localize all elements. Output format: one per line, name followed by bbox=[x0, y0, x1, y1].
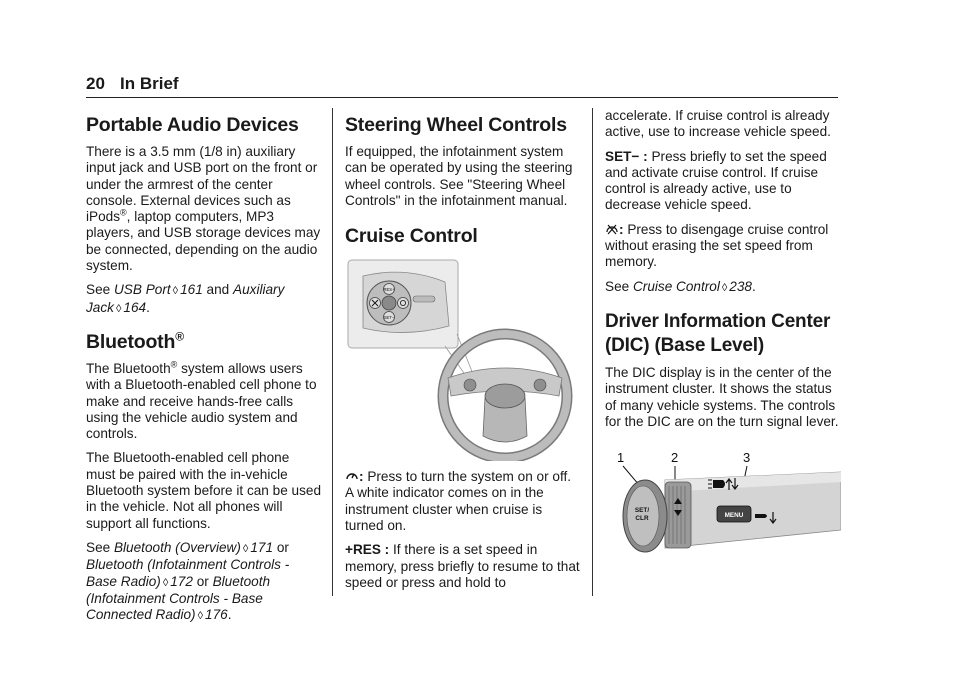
bluetooth-base-radio-page[interactable]: 172 bbox=[170, 573, 193, 589]
bluetooth-overview-page[interactable]: 171 bbox=[250, 539, 274, 555]
bluetooth-paragraph-1: The Bluetooth® system allows users with a Bluetooth-enabled cell phone to make and receive hands-free calls using the vehicle audio system and controls. bbox=[86, 359, 317, 442]
callout-1: 1 bbox=[617, 450, 625, 466]
cruise-set-description: SET− : Press briefly to set the speed and activate cruise control. If cruise control is already active, use to decrease vehicle speed. bbox=[605, 148, 827, 213]
turn-signal-lever-illustration bbox=[605, 446, 841, 566]
heading-dic: Driver Information Center (DIC) (Base Level) bbox=[605, 310, 831, 356]
page-ref-icon: ◊ bbox=[115, 302, 122, 315]
inset-accent-bar bbox=[413, 296, 435, 302]
res-button-label: RES+ bbox=[383, 287, 395, 293]
bluetooth-connected-radio-page[interactable]: 176 bbox=[205, 607, 228, 623]
usb-port-link[interactable]: USB Port bbox=[113, 282, 171, 298]
pad-center bbox=[382, 296, 396, 310]
page-section-title: In Brief bbox=[120, 74, 179, 93]
wheel-right-controls bbox=[534, 379, 546, 391]
set-button-label: SET− bbox=[383, 315, 395, 321]
page-ref-icon: ◊ bbox=[162, 576, 169, 589]
wheel-left-controls bbox=[464, 379, 476, 391]
page-header bbox=[86, 74, 838, 98]
bluetooth-base-radio-link[interactable]: Bluetooth (Infotainment Controls - Base Radio) bbox=[86, 557, 290, 589]
heading-cruise-control: Cruise Control bbox=[345, 225, 478, 248]
column-1 bbox=[86, 108, 322, 632]
steering-wheel-illustration bbox=[345, 256, 577, 461]
auxiliary-jack-link[interactable]: Auxiliary Jack bbox=[86, 282, 285, 315]
column-divider-1 bbox=[332, 108, 333, 596]
page-ref-icon: ◊ bbox=[197, 610, 204, 623]
page-number: 20 bbox=[86, 74, 105, 93]
cruise-on-description: : Press to turn the system on or off. A white indicator comes on in the instrument cluster when cruise is turned on. bbox=[345, 469, 572, 534]
cruise-res-description: +RES : If there is a set speed in memory, press briefly to resume to that speed or press and hold to bbox=[345, 542, 580, 590]
column-3 bbox=[605, 108, 841, 566]
bluetooth-paragraph-2: The Bluetooth-enabled cell phone must be paired with the in-vehicle Bluetooth system before it can be used in the vehicle. Not all phones will support all functions. bbox=[86, 450, 322, 531]
bluetooth-overview-link[interactable]: Bluetooth (Overview) bbox=[113, 539, 241, 555]
menu-button-label: MENU bbox=[724, 512, 744, 520]
heading-portable-audio: Portable Audio Devices bbox=[86, 114, 299, 136]
page-ref-icon: ◊ bbox=[242, 542, 249, 555]
wheel-center-hub bbox=[485, 384, 525, 408]
page-ref-icon: ◊ bbox=[172, 285, 179, 298]
cruise-control-link[interactable]: Cruise Control bbox=[632, 278, 720, 294]
callout-3: 3 bbox=[743, 450, 751, 466]
column-2 bbox=[345, 108, 581, 599]
cruise-see-also: See Cruise Control ◊ 238. bbox=[605, 278, 756, 294]
cruise-on-button bbox=[398, 298, 409, 309]
heading-bluetooth: Bluetooth® bbox=[86, 329, 184, 353]
cruise-on-off-icon bbox=[345, 470, 359, 483]
cruise-res-continued: accelerate. If cruise control is already active, use to increase vehicle speed. bbox=[605, 108, 831, 140]
dic-paragraph: The DIC display is in the center of the instrument cluster. It shows the status of many vehicle systems. The controls for the DIC are on the turn signal lever. bbox=[605, 364, 839, 429]
bluetooth-connected-radio-link[interactable]: Bluetooth (Infotainment Controls - Base Connected Radio) bbox=[86, 573, 271, 623]
cruise-control-page[interactable]: 238 bbox=[729, 278, 752, 294]
steering-wheel-controls-paragraph: If equipped, the infotainment system can be operated by using the steering wheel controls. See "Steering Wheel Controls" in the infotainment manual. bbox=[345, 144, 573, 208]
cruise-cancel-description: : Press to disengage cruise control without erasing the set speed from memory. bbox=[605, 221, 829, 270]
set-clr-label-line-1: SET/ bbox=[634, 507, 650, 515]
set-clr-label-line-2: CLR bbox=[635, 515, 649, 523]
callout-2: 2 bbox=[671, 450, 679, 466]
usb-port-page[interactable]: 161 bbox=[180, 282, 203, 298]
column-divider-2 bbox=[592, 108, 593, 596]
portable-audio-see-also: See USB Port ◊ 161 and Auxiliary Jack ◊ 164. bbox=[86, 282, 285, 315]
auxiliary-jack-page[interactable]: 164 bbox=[123, 299, 147, 315]
page-ref-icon: ◊ bbox=[721, 281, 728, 294]
cruise-cancel-icon bbox=[605, 223, 619, 236]
bluetooth-see-also: See Bluetooth (Overview) ◊ 171 or Bluetooth (Infotainment Controls - Base Radio) ◊ 172 or Bluetooth (Infotainment Controls - Base Connected Radio) ◊ 176. bbox=[86, 539, 290, 623]
portable-audio-paragraph: There is a 3.5 mm (1/8 in) auxiliary input jack and USB port on the front or under the armrest of the center console. External devices such as iPods®, laptop computers, MP3 players, and USB storage devices may be connected, depending on the audio system. bbox=[86, 144, 321, 274]
heading-steering-wheel-controls: Steering Wheel Controls bbox=[345, 114, 567, 136]
